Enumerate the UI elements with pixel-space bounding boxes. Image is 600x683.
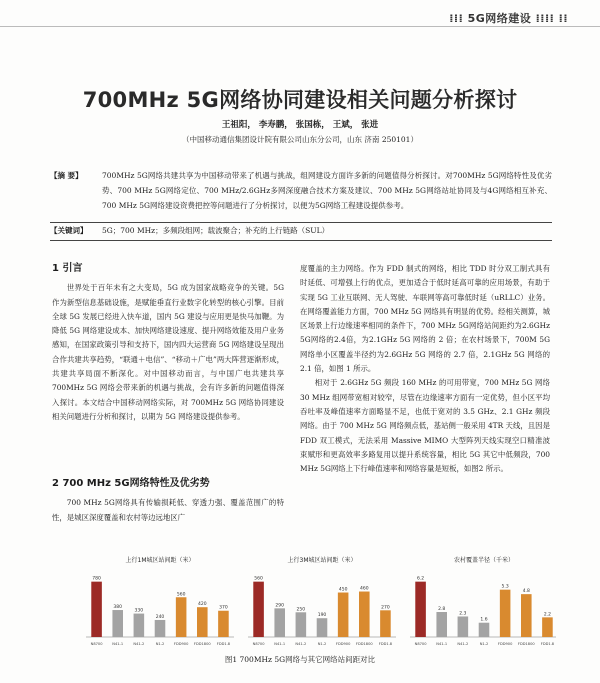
bar	[415, 582, 426, 637]
data-label: 5.3	[501, 584, 509, 590]
keywords-bottom-rule	[50, 240, 552, 241]
journal-section-tag: ⁞⁞⁞ 5G网络建设 ⁞⁞⁞⁞ ⁞⁞	[449, 12, 568, 25]
chart-title: 上行1M城区站间距（米）	[125, 557, 195, 564]
abstract	[50, 168, 552, 213]
bar	[112, 610, 123, 637]
bar	[338, 593, 349, 637]
data-label: 450	[338, 587, 348, 593]
authors: 王祖阳， 李寿鹏， 张国栋， 王斌， 张进	[221, 120, 379, 130]
data-label: 330	[134, 608, 144, 614]
data-label: 370	[219, 605, 228, 611]
data-label: 240	[155, 614, 165, 620]
tick-label: FDD1800	[355, 642, 373, 646]
affiliation: （中国移动通信集团设计院有限公司山东分公司，山东 济南 250101）	[182, 135, 418, 144]
section2-paragraph: 700 MHz 5G网络具有传输损耗低、穿透力强、覆盖范围广的特性，是城区深度覆盖和农村等边远地区广	[52, 498, 284, 522]
bar	[436, 612, 447, 637]
section1-heading: 1 引言	[52, 263, 83, 274]
bar	[197, 607, 208, 637]
bar	[542, 617, 553, 637]
header-divider	[0, 26, 600, 27]
data-label: 270	[381, 605, 390, 611]
tick-label: N41-2	[457, 642, 469, 646]
data-label: 2.8	[438, 607, 446, 612]
bar	[218, 611, 229, 637]
tick-label: N41-1	[436, 642, 448, 646]
bar	[500, 590, 511, 637]
tick-label: FDD1.8	[378, 642, 393, 646]
tick-label: N8700	[414, 642, 427, 646]
figure-caption: 图1 700MHz 5G网络与其它网络站间距对比	[224, 655, 376, 664]
tick-label: FDD900	[497, 642, 513, 646]
keywords-label: 【关键词】	[50, 226, 88, 235]
tick-label: FDD1800	[193, 642, 211, 646]
chart-title: 上行3M城区站间距（米）	[287, 557, 357, 564]
keywords	[50, 225, 552, 236]
tick-label: N1-2	[479, 642, 489, 646]
bar	[521, 594, 532, 637]
data-label: 290	[275, 603, 285, 609]
abstract-text: 700MHz 5G网络共建共享为中国移动带来了机遇与挑战，组网建设方面许多新的问题值得分析探讨。对700MHz 5G网络特性及优劣势、700 MHz 5G网络定位、700 MHz/2.6GHz多网深度融合技术方案及建议、700 MHz 5G网络站址协同及与4G网络相互补充、700 MHz 5G网络建设资费把控等问题进行了分析探讨，以便为5G网络工程建设提供参考。	[102, 171, 552, 210]
tick-label: N41-2	[295, 642, 307, 646]
tick-label: N41-2	[133, 642, 145, 646]
bar	[479, 623, 490, 637]
data-label: 560	[176, 592, 186, 598]
tick-label: N8700	[90, 642, 103, 646]
bar	[253, 582, 264, 637]
bar	[274, 608, 285, 637]
abstract-label: 【摘 要】	[50, 171, 83, 180]
tick-label: FDD1800	[517, 642, 535, 646]
left-column	[52, 262, 284, 424]
bar	[458, 616, 469, 637]
section2	[52, 477, 284, 525]
right-paragraph-1: 度覆盖的主力网络。作为 FDD 制式的网络，相比 TDD 时分双工制式具有时延低、可增强上行的优点，更加适合于低时延高可靠的应用场景，有助于实现 5G 工业互联网、无人驾驶、车联网等高可靠低时延（uRLLC）业务。在网络覆盖能力方面，700 MHz 5G 网络具有明显的优势。经相关测算，城区场景上行边缘速率相同的条件下，700 MHz 5G网络站间距约为2.6GHz 5G网络的2.4倍，为2.1GHz 5G 网络的 2 倍；在农村场景下，700M 5G 网络单小区覆盖半径约为2.6GHz 5G 网络的 2.7 倍，2.1GHz 5G 网络的 2.1 倍，如图 1 所示。	[300, 264, 550, 374]
tick-label: FDD900	[335, 642, 351, 646]
paper-title: 700MHz 5G网络协同建设相关问题分析探讨	[82, 88, 518, 112]
data-label: 1.6	[480, 617, 488, 623]
data-label: 560	[254, 576, 263, 582]
bar	[155, 620, 166, 637]
bar	[91, 582, 102, 637]
tick-label: FDD1.8	[216, 642, 231, 646]
section2-heading: 2 700 MHz 5G网络特性及优劣势	[52, 478, 210, 489]
data-label: 250	[296, 607, 306, 613]
section1-paragraph: 世界处于百年未有之大变局，5G 成为国家战略竞争的关键。5G 作为新型信息基础设施，是赋能垂直行业数字化转型的核心引擎。目前全球 5G 发展已经进入快车道，国内 5G 建设与应用更是快马加鞭。为降低 5G 网络建设成本、加快网络建设速度、提升网络效能及用户业务感知，在国家政策引导和支持下，国内四大运营商 5G 网络建设呈现出合作共建共享趋势，“联通＋电信”、“移动＋广电”两大阵营逐渐形成，共建共享局面不断深化。对中国移动而言，与中国广电共建共享 700MHz 5G 网络会带来新的机遇与挑战，会有许多新的问题值得深入探讨。本文结合中国移动网络实际，对 700MHz 5G 网络协同建设相关问题进行分析和探讨，以期为 5G 网络建设提供参考。	[52, 283, 284, 421]
keywords-top-rule	[50, 222, 552, 223]
data-label: 380	[113, 605, 123, 611]
keywords-text: 5G；700 MHz；多频段组网；载波聚合；补充的上行链路（SUL）	[102, 226, 330, 235]
tick-label: N41-1	[274, 642, 286, 646]
tick-label: FDD900	[173, 642, 189, 646]
data-label: 2.3	[459, 611, 467, 617]
data-label: 460	[359, 586, 369, 592]
right-paragraph-2: 相对于 2.6GHz 5G 频段 160 MHz 的可用带宽，700 MHz 5G 网络 30 MHz 组网带宽相对较窄，尽管在边缘速率方面有一定优势，但小区平均吞吐率及峰值速率方面略显不足，也低于宽对的 3.5 GHz、2.1 GHz 频段网络。由于 700 MHz 5G 网络频点低，基站侧一般采用 4TR 天线，且因是 FDD 双工模式，无法采用 Massive MIMO 大型阵列天线实现空口精准波束赋形和更高效率多路复用以提升系统容量，相比 5G 其它中低频段，700 MHz 5G网络上下行峰值速率和网络容量是短板，如图2 所示。	[300, 378, 550, 474]
tick-label: FDD1.8	[540, 642, 555, 646]
bar	[134, 614, 145, 637]
bar	[176, 597, 187, 637]
right-column	[300, 262, 550, 476]
data-label: 2.2	[543, 612, 552, 618]
tick-label: N1-2	[155, 642, 165, 646]
chart-title: 农村覆盖半径（千米）	[453, 557, 515, 564]
bar	[359, 592, 370, 637]
tick-label: N8700	[252, 642, 265, 646]
tick-label: N1-2	[317, 642, 327, 646]
figure-1-charts	[86, 555, 556, 651]
data-label: 780	[92, 576, 101, 582]
bar	[317, 618, 328, 637]
data-label: 6.2	[416, 576, 425, 582]
data-label: 420	[197, 602, 207, 608]
data-label: 4.8	[522, 589, 530, 595]
bar	[380, 610, 391, 637]
tick-label: N41-1	[112, 642, 124, 646]
data-label: 190	[317, 613, 327, 619]
bar	[296, 612, 307, 637]
